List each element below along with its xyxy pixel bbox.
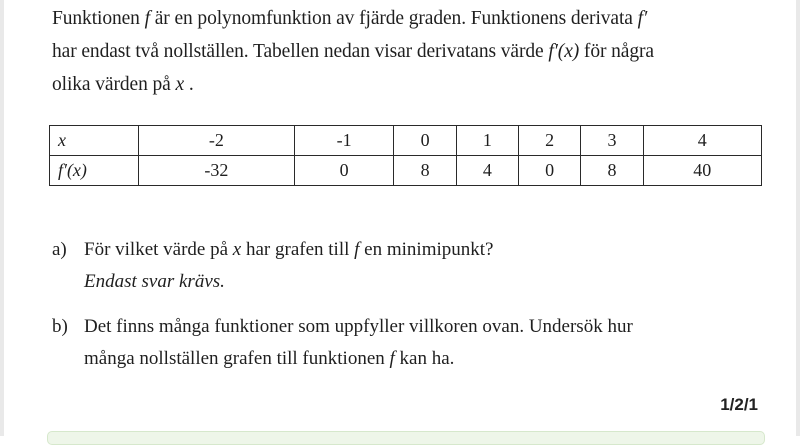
table-cell: -2 [139,126,295,156]
table-cell: 8 [581,156,643,186]
question-a-text [84,234,772,266]
intro-text: är en polynomfunktion av fjärde graden. Funktionens derivata [149,8,638,29]
table-header-x: x [50,126,139,156]
table-cell: 4 [643,126,761,156]
answer-box[interactable] [47,431,765,445]
table-cell: 0 [294,156,394,186]
intro-line-3 [52,68,772,101]
question-a [52,234,772,298]
table-row-fprime [50,156,762,186]
question-text: För vilket värde på [84,239,233,260]
derivative-value-table [49,125,762,186]
question-b-text [84,311,772,375]
table-cell: 1 [456,126,518,156]
math-x: x [232,239,242,260]
intro-line-2 [52,35,772,68]
math-f: f [354,239,360,260]
math-f: f [144,8,150,29]
answer-hint: Endast svar krävs. [84,271,225,292]
math-f: f [389,348,395,369]
table-header-fprime: f′(x) [50,156,139,186]
table-cell: -32 [139,156,295,186]
page-left-edge [0,0,4,436]
intro-text: olika värden på [52,74,176,95]
question-b-letter: b) [52,316,68,337]
table-cell: 4 [456,156,518,186]
question-text: många nollställen grafen till funktionen [84,348,390,369]
table-cell: -1 [294,126,394,156]
math-f-prime: f′ [637,8,648,29]
intro-text: Funktionen [52,8,145,29]
question-b [52,311,772,375]
table-cell: 40 [643,156,761,186]
question-text: har grafen till [241,239,355,260]
table-row-x [50,126,762,156]
question-text: kan ha. [394,348,455,369]
question-a-letter: a) [52,239,67,260]
intro-text: har endast två nollställen. Tabellen nedan visar derivatans värde [52,41,549,62]
question-text: en minimipunkt? [359,239,494,260]
points-label: 1/2/1 [720,395,758,414]
table-cell: 3 [581,126,643,156]
table-cell: 0 [394,126,456,156]
question-text-line-1: Det finns många funktioner som uppfyller villkoren ovan. Undersök hur [84,316,633,337]
table-cell: 0 [519,156,581,186]
problem-intro [52,2,772,101]
question-text-line-2 [84,343,772,375]
table-cell: 8 [394,156,456,186]
math-f-prime-x: f′(x) [548,41,580,62]
page-right-edge [796,0,800,436]
intro-text: för några [579,41,654,62]
intro-text: . [184,74,194,95]
math-x: x [175,74,185,95]
intro-line-1 [52,2,772,35]
table-cell: 2 [519,126,581,156]
